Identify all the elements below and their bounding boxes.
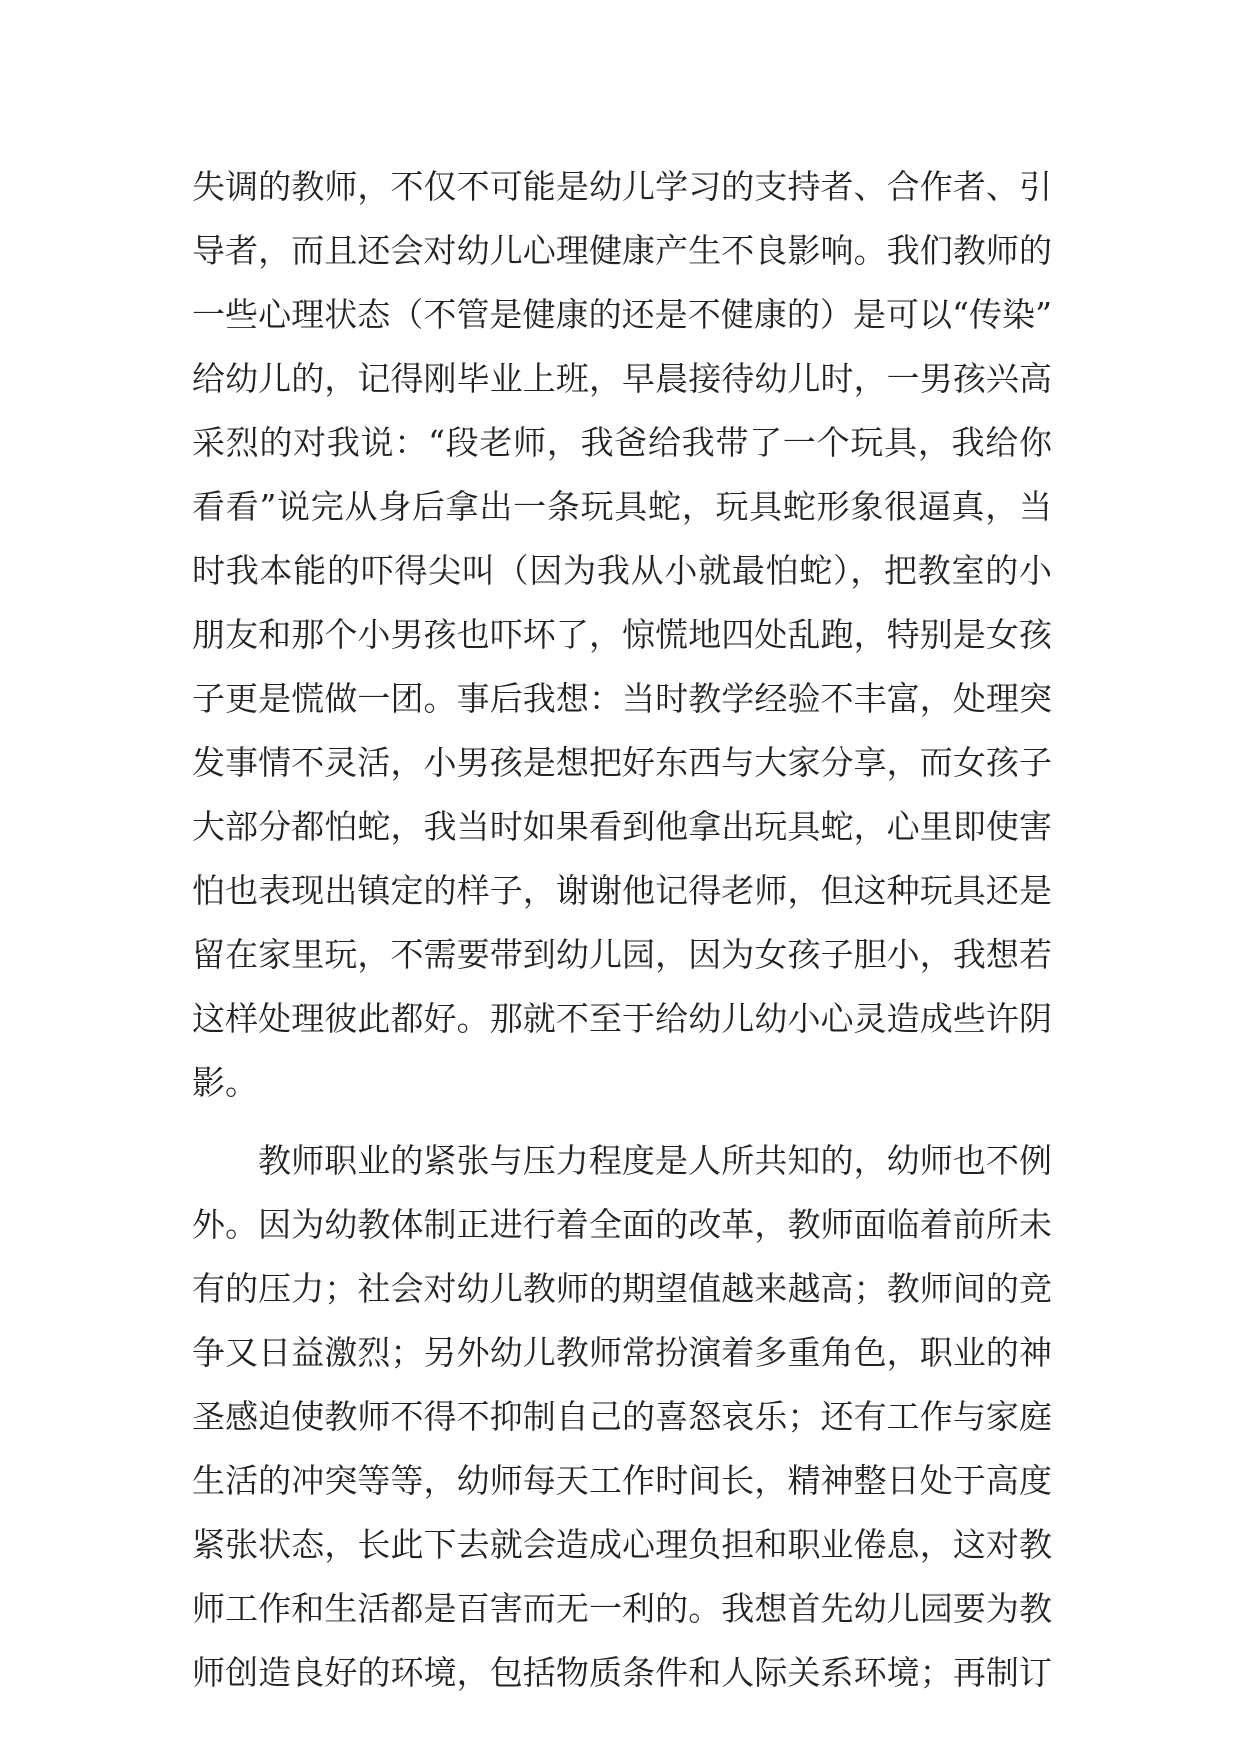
text-line: 紧张状态，长此下去就会造成心理负担和职业倦息，这对教 xyxy=(192,1525,1052,1564)
text-line: 大部分都怕蛇，我当时如果看到他拿出玩具蛇，心里即使害 xyxy=(192,807,1052,846)
body-text xyxy=(192,155,1052,1705)
text-line: 师工作和生活都是百害而无一利的。我想首先幼儿园要为教 xyxy=(192,1589,1052,1628)
text-line: 子更是慌做一团。事后我想：当时教学经验不丰富，处理突 xyxy=(192,679,1052,718)
text-line: 生活的冲突等等，幼师每天工作时间长，精神整日处于高度 xyxy=(192,1461,1052,1500)
text-line: 失调的教师，不仅不可能是幼儿学习的支持者、合作者、引 xyxy=(192,167,1052,206)
paragraph-2 xyxy=(192,1129,1052,1705)
text-line: 发事情不灵活，小男孩是想把好东西与大家分享，而女孩子 xyxy=(192,743,1052,782)
paragraph-spacer xyxy=(192,1115,1052,1129)
text-line: 朋友和那个小男孩也吓坏了，惊慌地四处乱跑，特别是女孩 xyxy=(192,615,1052,654)
text-line: 采烈的对我说：“段老师，我爸给我带了一个玩具，我给你 xyxy=(192,423,1052,462)
text-line: 影。 xyxy=(192,1063,258,1102)
text-line: 圣感迫使教师不得不抑制自己的喜怒哀乐；还有工作与家庭 xyxy=(192,1397,1052,1436)
text-line: 师创造良好的环境，包括物质条件和人际关系环境；再制订 xyxy=(192,1653,1052,1692)
text-line: 导者，而且还会对幼儿心理健康产生不良影响。我们教师的 xyxy=(192,231,1052,270)
text-line: 一些心理状态（不管是健康的还是不健康的）是可以“传染” xyxy=(192,295,1052,334)
text-line: 看看”说完从身后拿出一条玩具蛇，玩具蛇形象很逼真，当 xyxy=(192,487,1052,526)
text-line: 给幼儿的，记得刚毕业上班，早晨接待幼儿时，一男孩兴高 xyxy=(192,359,1052,398)
paragraph-1 xyxy=(192,155,1052,1115)
text-line: 有的压力；社会对幼儿教师的期望值越来越高；教师间的竞 xyxy=(192,1269,1052,1308)
text-line: 时我本能的吓得尖叫（因为我从小就最怕蛇），把教室的小 xyxy=(192,551,1052,590)
text-line: 争又日益激烈；另外幼儿教师常扮演着多重角色，职业的神 xyxy=(192,1333,1052,1372)
text-line: 这样处理彼此都好。那就不至于给幼儿幼小心灵造成些许阴 xyxy=(192,999,1052,1038)
text-line: 外。因为幼教体制正进行着全面的改革，教师面临着前所未 xyxy=(192,1205,1052,1244)
text-line: 怕也表现出镇定的样子，谢谢他记得老师，但这种玩具还是 xyxy=(192,871,1052,910)
text-line: 教师职业的紧张与压力程度是人所共知的，幼师也不例 xyxy=(258,1141,1052,1180)
text-line: 留在家里玩，不需要带到幼儿园，因为女孩子胆小，我想若 xyxy=(192,935,1052,974)
